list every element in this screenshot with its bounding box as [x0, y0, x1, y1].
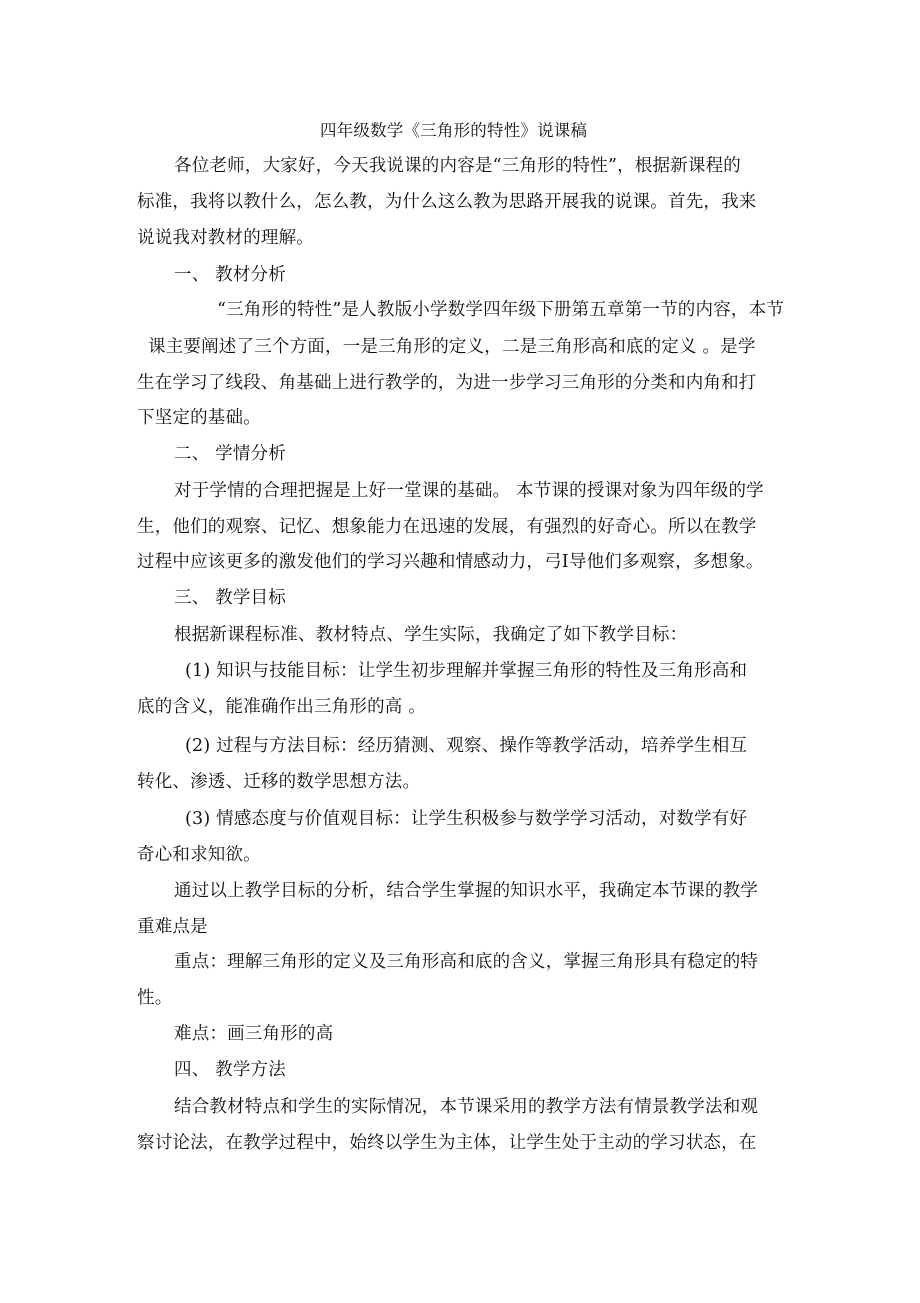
- paragraph-line: 结合教材特点和学生的实际情况，本节课采用的教学方法有情景教学法和观: [174, 1097, 759, 1117]
- list-item: (2) 过程与方法目标：经历猜测、观察、操作等教学活动，培养学生相互: [185, 736, 748, 756]
- paragraph-line: 根据新课程标准、教材特点、学生实际，我确定了如下教学目标：: [174, 625, 688, 645]
- paragraph-line: 重点：理解三角形的定义及三角形高和底的含义，掌握三角形具有稳定的特: [174, 952, 759, 972]
- document-title: 四年级数学《三角形的特性》说课稿: [320, 121, 588, 140]
- paragraph-line: 通过以上教学目标的分析，结合学生掌握的知识水平，我确定本节课的教学: [174, 881, 759, 901]
- paragraph-line: 对于学情的合理把握是上好一堂课的基础。 本节课的授课对象为四年级的学: [174, 481, 764, 501]
- paragraph-line: 过程中应该更多的激发他们的学习兴趣和情感动力，弓I导他们多观察，多想象。: [137, 552, 764, 572]
- paragraph-line: 下坚定的基础。: [137, 408, 261, 428]
- list-item: (1) 知识与技能目标：让学生初步理解并掌握三角形的特性及三角形高和: [185, 661, 748, 681]
- paragraph-line: 生在学习了线段、角基础上进行教学的，为进一步学习三角形的分类和内角和打: [137, 373, 757, 393]
- paragraph-line: 转化、渗透、迁移的数学思想方法。: [137, 772, 421, 792]
- paragraph-line: 各位老师，大家好，今天我说课的内容是“三角形的特性”，根据新课程的: [174, 156, 741, 176]
- paragraph-line: 奇心和求知欲。: [137, 845, 261, 865]
- paragraph-line: 说说我对教材的理解。: [137, 228, 314, 248]
- paragraph-line: “三角形的特性”是人教版小学数学四年级下册第五章第一节的内容，本节: [217, 300, 784, 320]
- section-heading: 一、 教材分析: [174, 265, 286, 285]
- paragraph-line: 察讨论法，在教学过程中，始终以学生为主体，让学生处于主动的学习状态，在: [137, 1133, 757, 1153]
- section-heading: 二、 学情分析: [174, 444, 286, 464]
- list-item: (3) 情感态度与价值观目标：让学生积极参与数学学习活动，对数学有好: [185, 809, 748, 829]
- paragraph-line: 生，他们的观察、记忆、想象能力在迅速的发展，有强烈的好奇心。所以在教学: [137, 517, 757, 537]
- section-heading: 三、 教学目标: [174, 588, 286, 608]
- paragraph-line: 难点：画三角形的高: [174, 1024, 334, 1044]
- paragraph-line: 重难点是: [137, 917, 208, 937]
- section-heading: 四、 教学方法: [174, 1060, 286, 1080]
- paragraph-line: 底的含义，能准确作出三角形的高 。: [137, 697, 426, 717]
- paragraph-line: 标准，我将以教什么，怎么教，为什么这么教为思路开展我的说课。首先，我来: [137, 192, 757, 212]
- paragraph-line: 课主要阐述了三个方面，一是三角形的定义，二是三角形高和底的定义 。是学: [148, 337, 756, 357]
- paragraph-line: 性。: [137, 988, 173, 1008]
